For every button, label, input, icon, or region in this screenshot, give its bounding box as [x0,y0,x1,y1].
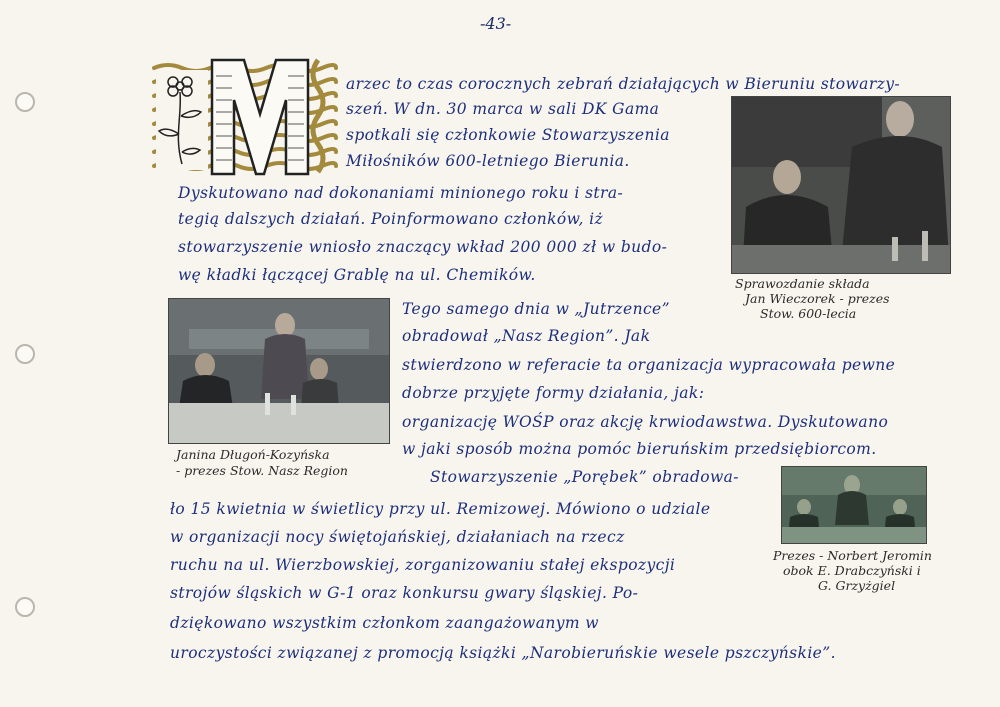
dropcap-ornament [152,56,338,176]
text-line: ło 15 kwietnia w świetlicy przy ul. Remizowej. Mówiono o udziale [170,500,711,518]
text-line: stowarzyszenie wniosło znaczący wkład 200 000 zł w budo- [178,238,668,256]
text-line: ruchu na ul. Wierzbowskiej, zorganizowaniu stałej ekspozycji [170,556,676,574]
photo-meeting-speaker [731,96,951,274]
photo-caption: G. Grzyżgiel [818,578,896,593]
text-line: w organizacji nocy świętojańskiej, działaniach na rzecz [170,528,625,546]
text-line: organizację WOŚP oraz akcję krwiodawstwa. Dyskutowano [402,413,889,431]
text-line: Miłośników 600-letniego Bierunia. [346,152,630,170]
page-number: -43- [480,14,512,33]
binder-hole [15,344,35,364]
text-line: tegią dalszych działań. Poinformowano członków, iż [178,210,604,228]
text-line: Dyskutowano nad dokonaniami minionego roku i stra- [178,184,624,202]
text-line: uroczystości związanej z promocją książki „Narobieruńskie wesele pszczyńskie”. [170,644,836,662]
photo-porebek [781,466,927,544]
photo-caption: obok E. Drabczyński i [783,563,921,578]
photo-nasz-region [168,298,390,444]
text-line: dziękowano wszystkim członkom zaangażowanym w [170,614,599,632]
text-line: arzec to czas corocznych zebrań działających w Bieruniu stowarzy- [346,75,900,93]
photo-caption: Sprawozdanie składa [735,276,870,291]
text-line: Tego samego dnia w „Jutrzence” [402,300,670,318]
text-line: w jaki sposób można pomóc bieruńskim przedsiębiorcom. [402,440,877,458]
text-line: wę kładki łączącej Grablę na ul. Chemików. [178,266,536,284]
photo-caption: Jan Wieczorek - prezes [745,291,890,306]
photo-caption: Prezes - Norbert Jeromin [773,548,932,563]
photo-caption: Janina Długoń-Kozyńska [176,447,330,462]
text-line: szeń. W dn. 30 marca w sali DK Gama [346,100,660,118]
text-line: spotkali się członkowie Stowarzyszenia [346,126,670,144]
binder-hole [15,597,35,617]
text-line: strojów śląskich w G-1 oraz konkursu gwary śląskiej. Po- [170,584,639,602]
text-line: obradował „Nasz Region”. Jak [402,327,651,345]
text-line: stwierdzono w referacie ta organizacja wypracowała pewne [402,356,896,374]
photo-caption: - prezes Stow. Nasz Region [176,463,348,478]
text-line: dobrze przyjęte formy działania, jak: [402,384,705,402]
photo-caption: Stow. 600-lecia [760,306,857,321]
text-line: Stowarzyszenie „Porębek” obradowa- [430,468,739,486]
binder-hole [15,92,35,112]
